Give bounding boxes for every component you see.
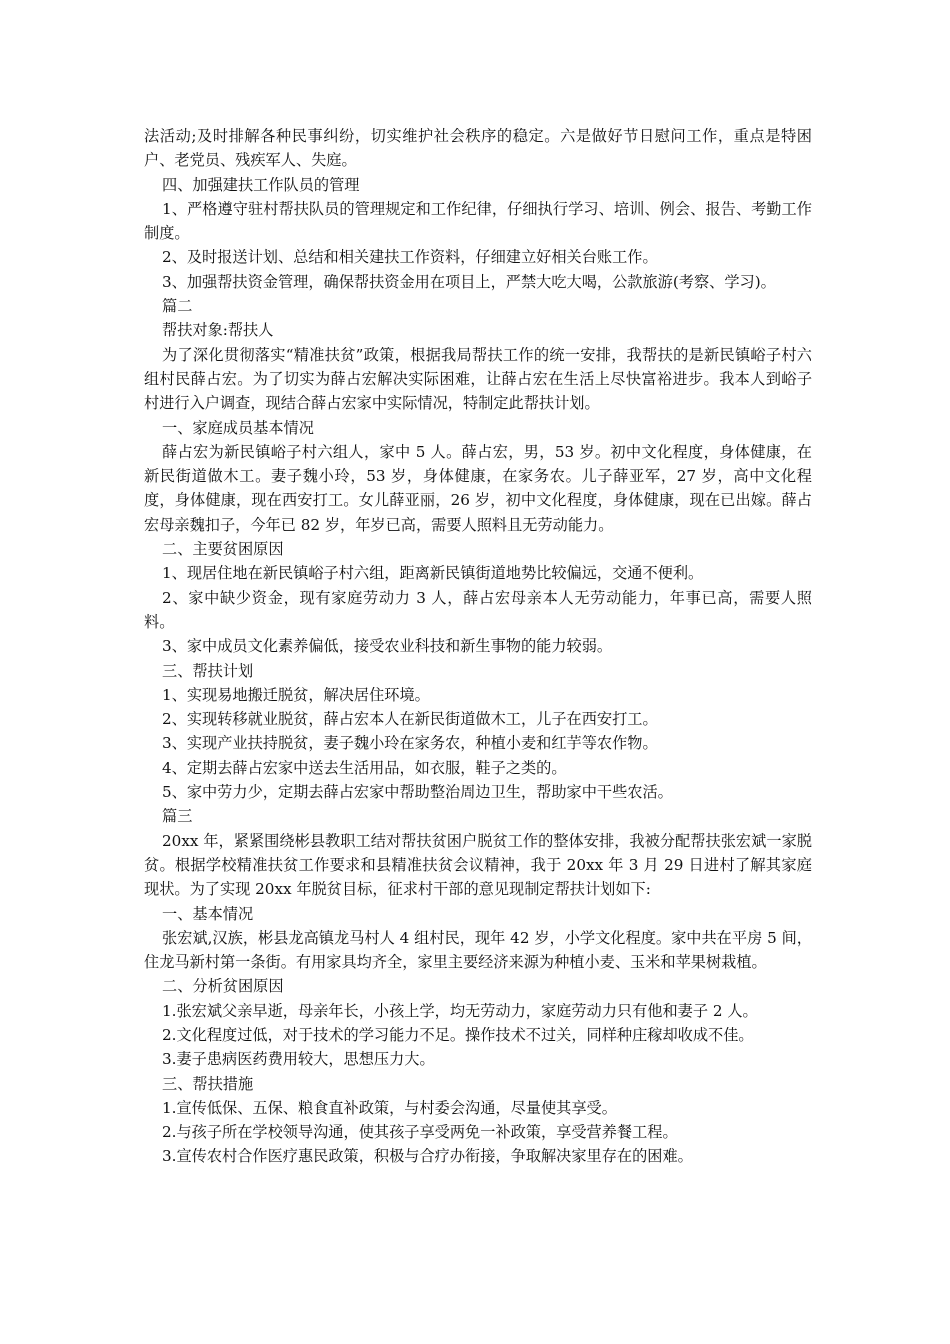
list-item: 5、家中劳力少，定期去薛占宏家中帮助整治周边卫生，帮助家中干些农活。 (162, 783, 673, 802)
section-heading: 一、基本情况 (162, 904, 254, 923)
list-item: 2、家中缺少资金，现有家庭劳动力 3 人，薛占宏母亲本人无劳动能力，年事已高，需要人照料。 (144, 588, 812, 631)
list-item: 3.妻子患病医药费用较大，思想压力大。 (162, 1050, 435, 1069)
list-item: 3、加强帮扶资金管理，确保帮扶资金用在项目上，严禁大吃大喝，公款旅游(考察、学习)。 (162, 272, 776, 291)
part-heading-3: 篇三 (162, 807, 193, 826)
list-item: 3、家中成员文化素养偏低，接受农业科技和新生事物的能力较弱。 (162, 637, 613, 656)
intro-paragraph: 为了深化贯彻落实“精准扶贫”政策，根据我局帮扶工作的统一安排，我帮扶的是新民镇峪子村六组村民薛占宏。为了切实为薛占宏解决实际困难，让薛占宏在生活上尽快富裕进步。我本人到峪子村进行入户调查，现结合薛占宏家中实际情况，特制定此帮扶计划。 (144, 345, 812, 413)
list-item: 2、实现转移就业脱贫，薛占宏本人在新民街道做木工，儿子在西安打工。 (162, 710, 658, 729)
body-paragraph: 薛占宏为新民镇峪子村六组人，家中 5 人。薛占宏，男，53 岁。初中文化程度，身体健康，在新民街道做木工。妻子魏小玲，53 岁，身体健康，在家务农。儿子薛亚军，27 岁，高中文化程度，身体健康，现在西安打工。女儿薛亚丽，26 岁，初中文化程度，身体健康，现在已出嫁。薛占宏母亲魏扣子，今年已 82 岁，年岁已高，需要人照料且无劳动能力。 (144, 442, 812, 534)
list-item: 1、严格遵守驻村帮扶队员的管理规定和工作纪律，仔细执行学习、培训、例会、报告、考勤工作制度。 (144, 199, 812, 243)
section-heading: 二、主要贫困原因 (162, 540, 284, 559)
paragraph-continuation: 法活动;及时排解各种民事纠纷，切实维护社会秩序的稳定。六是做好节日慰问工作，重点是特困户、老党员、残疾军人、失庭。 (144, 127, 812, 170)
list-item: 1、实现易地搬迁脱贫，解决居住环境。 (162, 685, 430, 704)
part-heading-2: 篇二 (162, 297, 193, 316)
section-heading: 三、帮扶计划 (162, 661, 254, 680)
list-item: 2.与孩子所在学校领导沟通，使其孩子享受两免一补政策，享受营养餐工程。 (162, 1123, 678, 1142)
list-item: 2.文化程度过低，对于技术的学习能力不足。操作技术不过关，同样种庄稼却收成不佳。 (162, 1025, 754, 1044)
section-heading: 二、分析贫困原因 (162, 977, 284, 996)
section-heading-4: 四、加强建扶工作队员的管理 (162, 175, 360, 194)
target-line: 帮扶对象:帮扶人 (162, 321, 274, 340)
list-item: 2、及时报送计划、总结和相关建扶工作资料，仔细建立好相关台账工作。 (162, 248, 658, 267)
list-item: 1.宣传低保、五保、粮食直补政策，与村委会沟通，尽量使其享受。 (162, 1098, 617, 1117)
list-item: 3.宣传农村合作医疗惠民政策，积极与合疗办衔接，争取解决家里存在的困难。 (162, 1147, 693, 1166)
list-item: 3、实现产业扶持脱贫，妻子魏小玲在家务农，种植小麦和红芋等农作物。 (162, 734, 658, 753)
list-item: 4、定期去薛占宏家中送去生活用品，如衣服，鞋子之类的。 (162, 758, 567, 777)
list-item: 1.张宏斌父亲早逝，母亲年长，小孩上学，均无劳动力，家庭劳动力只有他和妻子 2 人。 (162, 1001, 758, 1020)
intro-paragraph: 20xx 年，紧紧围绕彬县教职工结对帮扶贫困户脱贫工作的整体安排，我被分配帮扶张宏斌一家脱贫。根据学校精准扶贫工作要求和县精准扶贫会议精神，我于 20xx 年 3 月 29 日进村了解其家庭现状。为了实现 20xx 年脱贫目标，征求村干部的意见现制定帮扶计划如下: (144, 831, 812, 899)
document-body (144, 124, 812, 1169)
list-item: 1、现居住地在新民镇峪子村六组，距离新民镇街道地势比较偏远，交通不便利。 (162, 564, 704, 583)
body-paragraph: 张宏斌,汉族，彬县龙高镇龙马村人 4 组村民，现年 42 岁，小学文化程度。家中共在平房 5 间，住龙马新村第一条街。有用家具均齐全，家里主要经济来源为种植小麦、玉米和苹果树栽植。 (144, 928, 812, 972)
section-heading: 三、帮扶措施 (162, 1074, 254, 1093)
section-heading: 一、家庭成员基本情况 (162, 418, 314, 437)
